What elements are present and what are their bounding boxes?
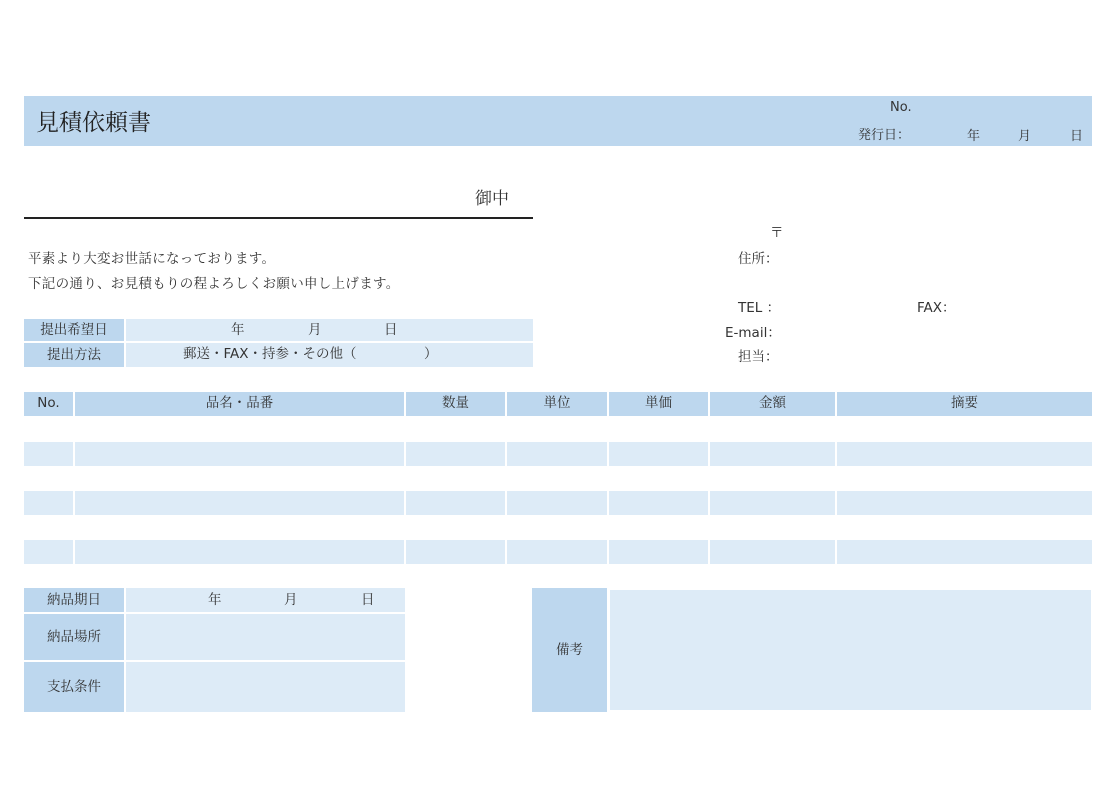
method-label: 提出方法	[24, 343, 124, 367]
table-cell[interactable]	[837, 442, 1092, 466]
column-header-quantity: 数量	[406, 392, 505, 416]
table-cell[interactable]	[609, 515, 708, 539]
column-header-no: No.	[24, 392, 73, 416]
table-cell[interactable]	[24, 515, 73, 539]
issue-date-day: 日	[1070, 129, 1084, 144]
issue-date-label: 発行日：	[858, 128, 911, 143]
table-cell[interactable]	[837, 466, 1092, 490]
table-cell[interactable]	[75, 442, 404, 466]
delivery-place-field[interactable]	[126, 614, 405, 660]
table-cell[interactable]	[75, 417, 404, 441]
payment-terms-label: 支払条件	[24, 662, 124, 712]
table-cell[interactable]	[406, 491, 505, 515]
table-cell[interactable]	[609, 417, 708, 441]
table-cell[interactable]	[406, 540, 505, 564]
delivery-date-day: 日	[361, 592, 375, 608]
issue-date-year: 年	[967, 129, 981, 144]
table-cell[interactable]	[24, 417, 73, 441]
deadline-day: 日	[384, 322, 398, 338]
greeting-line-1: 平素より大変お世話になっております。	[28, 251, 276, 267]
recipient-suffix: 御中	[475, 189, 509, 209]
table-cell[interactable]	[75, 466, 404, 490]
table-cell[interactable]	[837, 417, 1092, 441]
deadline-field[interactable]	[126, 319, 533, 341]
table-cell[interactable]	[710, 417, 835, 441]
fax-label: FAX：	[917, 300, 956, 316]
table-cell[interactable]	[710, 491, 835, 515]
document-number-label: No.	[890, 100, 912, 115]
table-cell[interactable]	[406, 515, 505, 539]
table-cell[interactable]	[406, 442, 505, 466]
header-band	[24, 96, 1092, 146]
table-cell[interactable]	[837, 491, 1092, 515]
document-title: 見積依頼書	[36, 110, 151, 136]
table-cell[interactable]	[609, 466, 708, 490]
delivery-date-label: 納品期日	[24, 588, 124, 612]
method-options: 郵送・FAX・持参・その他（ ）	[183, 346, 438, 362]
notes-field[interactable]	[610, 590, 1091, 710]
recipient-underline	[24, 217, 533, 219]
table-cell[interactable]	[75, 491, 404, 515]
table-cell[interactable]	[609, 540, 708, 564]
deadline-label: 提出希望日	[24, 319, 124, 341]
greeting-line-2: 下記の通り、お見積もりの程よろしくお願い申し上げます。	[28, 276, 400, 292]
column-header-unit-price: 単価	[609, 392, 708, 416]
tel-label: TEL ：	[738, 300, 781, 316]
table-cell[interactable]	[507, 540, 607, 564]
table-cell[interactable]	[507, 466, 607, 490]
delivery-date-year: 年	[208, 592, 222, 608]
address-label: 住所：	[738, 251, 779, 267]
table-cell[interactable]	[75, 540, 404, 564]
column-header-remarks: 摘要	[837, 392, 1092, 416]
postal-mark: 〒	[770, 225, 784, 241]
deadline-year: 年	[231, 322, 245, 338]
delivery-date-field[interactable]	[126, 588, 405, 612]
column-header-amount: 金額	[710, 392, 835, 416]
table-cell[interactable]	[710, 515, 835, 539]
table-cell[interactable]	[609, 491, 708, 515]
table-cell[interactable]	[24, 442, 73, 466]
table-cell[interactable]	[837, 515, 1092, 539]
column-header-item: 品名・品番	[75, 392, 404, 416]
delivery-date-month: 月	[284, 592, 298, 608]
table-cell[interactable]	[406, 466, 505, 490]
table-cell[interactable]	[710, 540, 835, 564]
table-cell[interactable]	[837, 540, 1092, 564]
table-cell[interactable]	[507, 417, 607, 441]
table-cell[interactable]	[75, 515, 404, 539]
notes-label: 備考	[532, 588, 607, 712]
column-header-unit: 単位	[507, 392, 607, 416]
table-cell[interactable]	[24, 540, 73, 564]
table-cell[interactable]	[507, 491, 607, 515]
table-cell[interactable]	[507, 515, 607, 539]
person-label: 担当：	[738, 349, 779, 365]
delivery-place-label: 納品場所	[24, 614, 124, 660]
payment-terms-field[interactable]	[126, 662, 405, 712]
method-field[interactable]	[126, 343, 533, 367]
table-cell[interactable]	[710, 466, 835, 490]
table-cell[interactable]	[710, 442, 835, 466]
table-cell[interactable]	[24, 491, 73, 515]
issue-date-month: 月	[1018, 129, 1032, 144]
table-cell[interactable]	[406, 417, 505, 441]
deadline-month: 月	[308, 322, 322, 338]
email-label: E-mail：	[725, 325, 781, 341]
table-cell[interactable]	[609, 442, 708, 466]
table-cell[interactable]	[24, 466, 73, 490]
table-cell[interactable]	[507, 442, 607, 466]
